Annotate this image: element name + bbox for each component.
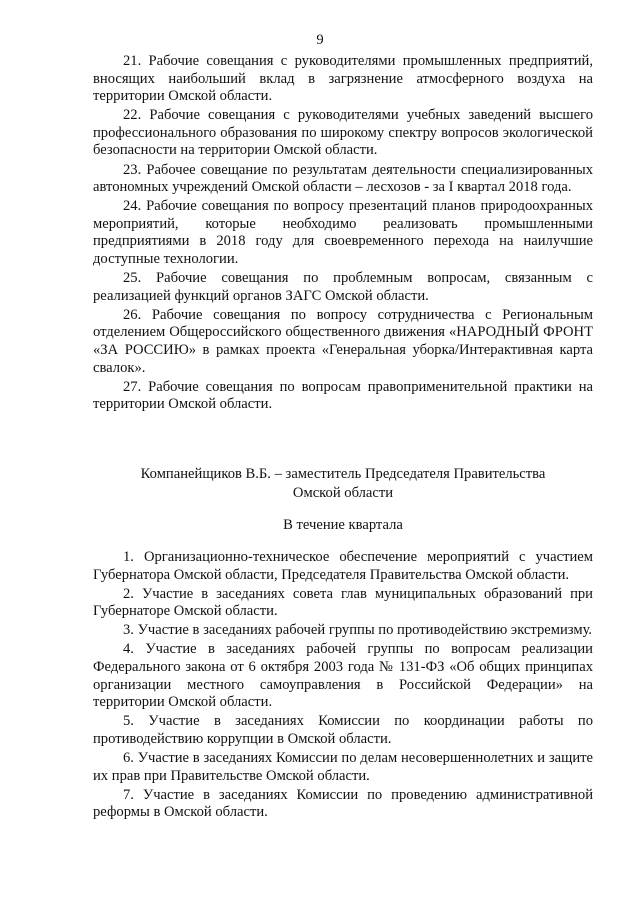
list-item: 26. Рабочие совещания по вопросу сотрудничества с Региональным отделением Общероссийского общественного движения «НАРОДНЫЙ ФРОНТ «ЗА РОССИЮ» в рамках проекта «Генеральная уборка/Интерактивная карта свалок». <box>93 306 593 376</box>
list-item: 24. Рабочие совещания по вопросу презентаций планов природоохранных мероприятий, которые необходимо реализовать промышленными предприятиями в 2018 году для своевременного перехода на наилучшие доступные технологии. <box>93 198 593 268</box>
list-item: 7. Участие в заседаниях Комиссии по проведению административной реформы в Омской области. <box>93 786 593 821</box>
meetings-list <box>93 53 593 415</box>
period-heading: В течение квартала <box>283 517 403 533</box>
list-item: 1. Организационно-техническое обеспечение мероприятий с участием Губернатора Омской области, Председателя Правительства Омской области. <box>93 549 593 583</box>
list-item: 25. Рабочие совещания по проблемным вопросам, связанным с реализацией функций органов ЗАГС Омской области. <box>93 270 593 304</box>
page-number: 9 <box>316 32 324 48</box>
list-item: 22. Рабочие совещания с руководителями учебных заведений высшего профессионального образования по широкому спектру вопросов экологической безопасности на территории Омской области. <box>93 107 593 159</box>
list-item: 21. Рабочие совещания с руководителями промышленных предприятий, вносящих наибольший вклад в загрязнение атмосферного воздуха на территории Омской области. <box>93 53 593 105</box>
section-heading: Компанейщиков В.Б. – заместитель Председателя Правительства <box>140 466 546 482</box>
list-item: 6. Участие в заседаниях Комиссии по делам несовершеннолетних и защите их прав при Правительстве Омской области. <box>93 750 593 784</box>
list-item: 27. Рабочие совещания по вопросам правоприменительной практики на территории Омской области. <box>93 378 593 413</box>
list-item: 3. Участие в заседаниях рабочей группы по противодействию экстремизму. <box>123 622 593 639</box>
section-heading-continued: Омской области <box>292 485 394 501</box>
activities-list <box>93 549 593 823</box>
list-item: 2. Участие в заседаниях совета глав муниципальных образований при Губернаторе Омской области. <box>93 585 593 620</box>
list-item: 23. Рабочее совещание по результатам деятельности специализированных автономных учреждений Омской области – лесхозов - за I квартал 2018 года. <box>93 161 593 196</box>
list-item: 5. Участие в заседаниях Комиссии по координации работы по противодействию коррупции в Омской области. <box>93 713 593 747</box>
list-item: 4. Участие в заседаниях рабочей группы по вопросам реализации Федерального закона от 6 октября 2003 года № 131-ФЗ «Об общих принципах организации местного самоуправления в Российской Федерации» на территории Омской области. <box>93 641 593 711</box>
